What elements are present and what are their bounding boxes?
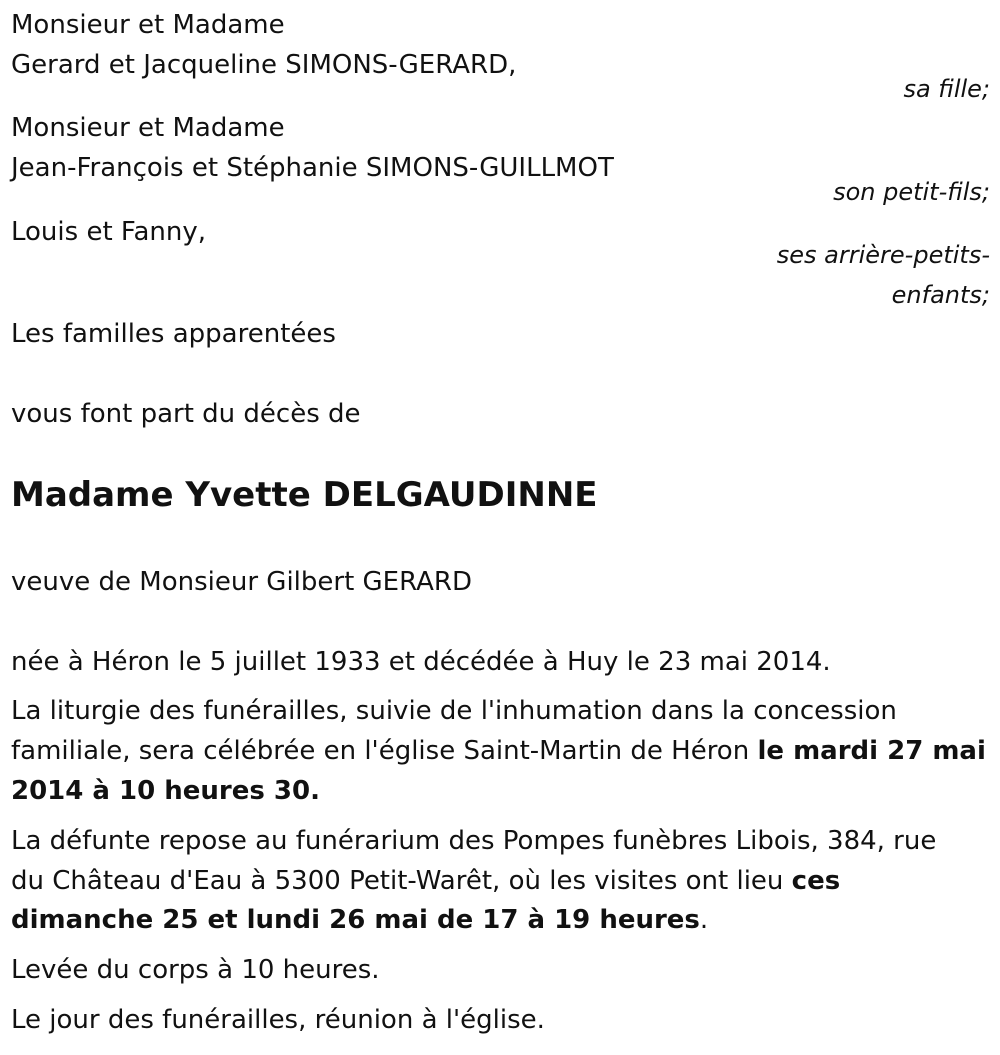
announcement-intro: vous font part du décès de (11, 399, 361, 429)
funeral-p2-line2 (11, 861, 840, 901)
family-group1-line2: Gerard et Jacqueline SIMONS-GERARD, (11, 50, 517, 80)
visits-end: . (699, 905, 709, 935)
family-group1-line1: Monsieur et Madame (11, 10, 285, 40)
family-group3-line1: Louis et Fanny, (11, 217, 207, 247)
family-relatives: Les familles apparentées (11, 319, 336, 349)
funeral-p3: Levée du corps à 10 heures. (11, 955, 380, 985)
visits-bold-start: ces (791, 866, 841, 896)
funeral-p1-line2-text: familiale, sera célébrée en l'église Saint-Martin de Héron (11, 736, 758, 766)
funeral-time-bold: 2014 à 10 heures 30. (11, 776, 320, 806)
birth-death: née à Héron le 5 juillet 1933 et décédée à Huy le 23 mai 2014. (11, 647, 831, 677)
family-group1-relation: sa fille; (903, 75, 990, 103)
family-group2-line1: Monsieur et Madame (11, 113, 285, 143)
funeral-p2-line3 (11, 900, 708, 940)
funeral-date-bold: le mardi 27 mai (757, 736, 986, 766)
family-group3-relation-line2: enfants; (891, 281, 990, 309)
funeral-p2-line1: La défunte repose au funérarium des Pompes funèbres Libois, 384, rue (11, 826, 937, 856)
funeral-p2-line2-text: du Château d'Eau à 5300 Petit-Warêt, où les visites ont lieu (11, 866, 792, 896)
family-group2-relation: son petit-fils; (833, 178, 990, 206)
visits-bold: dimanche 25 et lundi 26 mai de 17 à 19 heures (11, 905, 700, 935)
funeral-p1-line3 (11, 771, 320, 811)
funeral-p1-line1: La liturgie des funérailles, suivie de l'inhumation dans la concession (11, 696, 897, 726)
widow-of: veuve de Monsieur Gilbert GERARD (11, 567, 472, 597)
deceased-name: Madame Yvette DELGAUDINNE (11, 475, 598, 515)
family-group3-relation-line1: ses arrière-petits- (776, 241, 990, 269)
funeral-p1-line2 (11, 731, 986, 771)
funeral-p4: Le jour des funérailles, réunion à l'église. (11, 1005, 545, 1035)
family-group2-line2: Jean-François et Stéphanie SIMONS-GUILLMOT (11, 153, 614, 183)
